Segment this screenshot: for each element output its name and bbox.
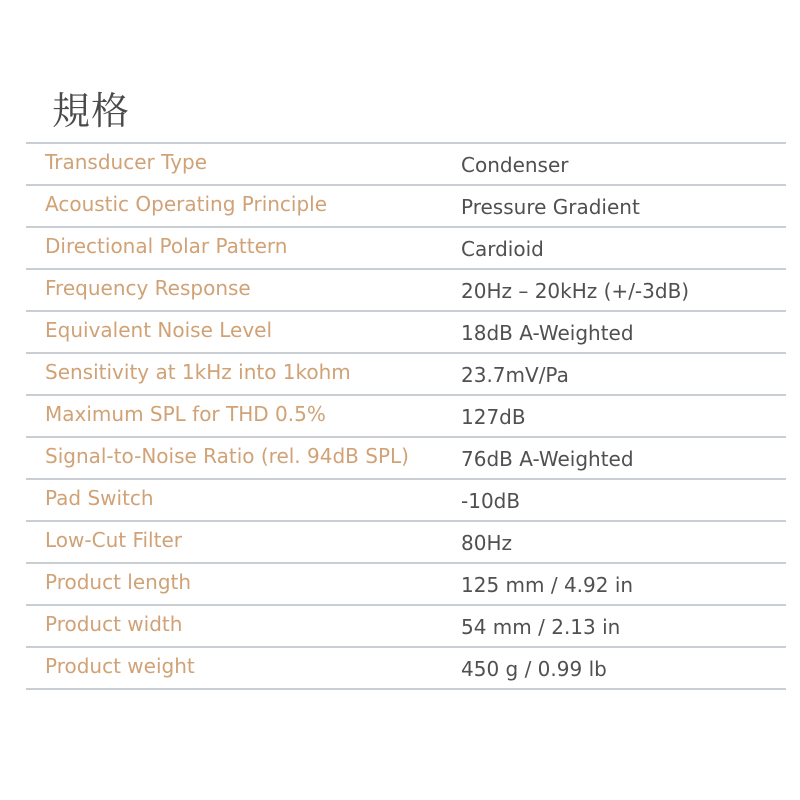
spec-value: 23.7mV/Pa	[461, 363, 569, 387]
spec-row-directional-polar-pattern	[26, 227, 786, 269]
spec-label: Equivalent Noise Level	[45, 318, 273, 342]
spec-row-equivalent-noise-level	[26, 311, 786, 353]
spec-value: 80Hz	[461, 531, 512, 555]
spec-value: 76dB A-Weighted	[461, 447, 634, 471]
page-title: 規格	[52, 89, 131, 133]
spec-label: Low-Cut Filter	[45, 528, 182, 552]
spec-label: Product weight	[45, 654, 195, 678]
spec-row-sensitivity	[26, 353, 786, 395]
spec-value: 54 mm / 2.13 in	[461, 615, 621, 639]
spec-value: 127dB	[461, 405, 526, 429]
spec-row-low-cut-filter	[26, 521, 786, 563]
spec-label: Product width	[45, 612, 183, 636]
spec-row-frequency-response	[26, 269, 786, 311]
spec-label: Acoustic Operating Principle	[45, 192, 328, 216]
spec-value: 20Hz – 20kHz (+/-3dB)	[461, 279, 690, 303]
spec-row-maximum-spl	[26, 395, 786, 437]
spec-value: Pressure Gradient	[461, 195, 640, 219]
spec-row-product-width	[26, 605, 786, 647]
spec-row-product-weight	[26, 647, 786, 689]
spec-label: Maximum SPL for THD 0.5%	[45, 402, 326, 426]
spec-label: Pad Switch	[45, 486, 154, 510]
spec-row-transducer-type	[26, 143, 786, 185]
spec-value: 18dB A-Weighted	[461, 321, 634, 345]
spec-label: Directional Polar Pattern	[45, 234, 288, 258]
spec-label: Signal-to-Noise Ratio (rel. 94dB SPL)	[45, 444, 409, 468]
spec-row-signal-to-noise-ratio	[26, 437, 786, 479]
spec-table	[26, 142, 786, 690]
spec-label: Frequency Response	[45, 276, 251, 300]
spec-label: Transducer Type	[45, 150, 208, 174]
spec-value: Condenser	[461, 153, 569, 177]
spec-label: Product length	[45, 570, 192, 594]
spec-value: -10dB	[461, 489, 521, 513]
spec-row-acoustic-operating-principle	[26, 185, 786, 227]
spec-row-product-length	[26, 563, 786, 605]
spec-value: Cardioid	[461, 237, 544, 261]
spec-value: 125 mm / 4.92 in	[461, 573, 634, 597]
spec-value: 450 g / 0.99 lb	[461, 657, 607, 681]
spec-label: Sensitivity at 1kHz into 1kohm	[45, 360, 351, 384]
spec-row-pad-switch	[26, 479, 786, 521]
